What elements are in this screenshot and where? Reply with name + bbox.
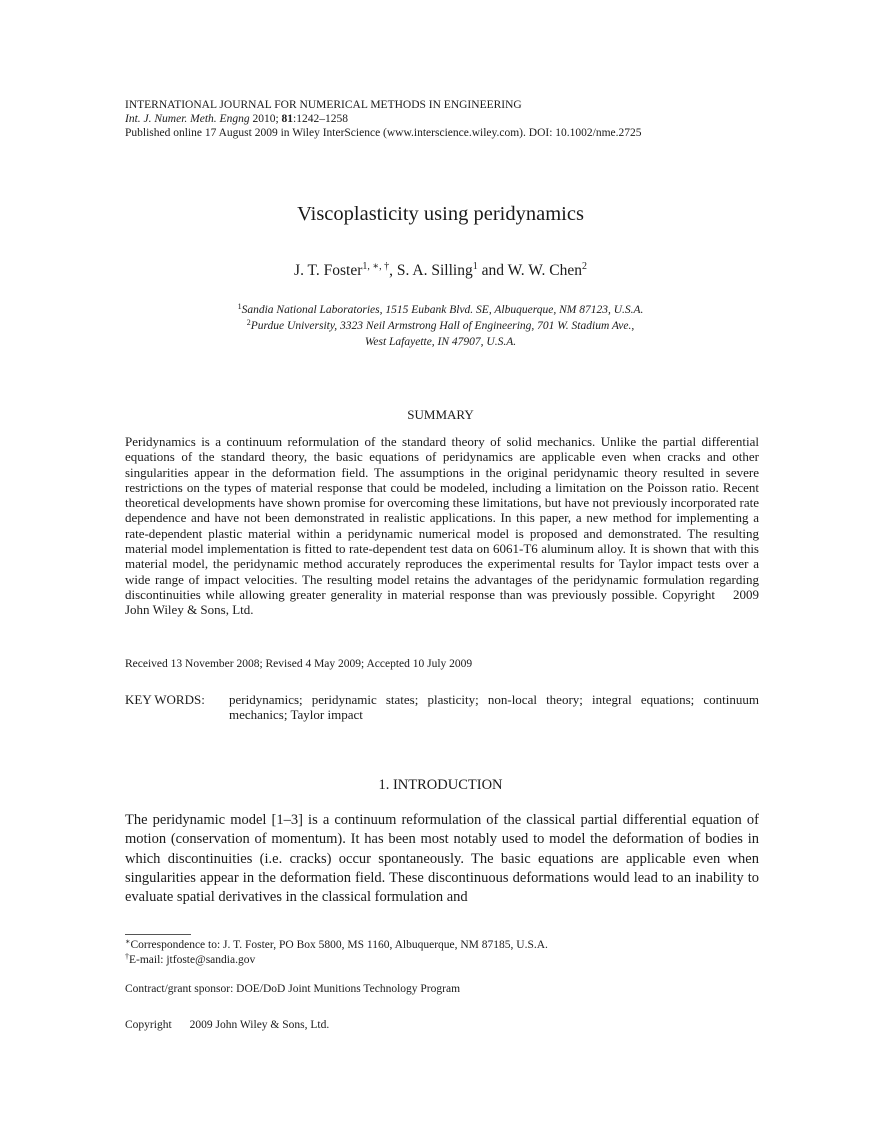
keywords-label: KEY WORDS: — [125, 692, 205, 707]
journal-abbrev: Int. J. Numer. Meth. Engng — [125, 113, 250, 125]
footnote-email — [125, 953, 255, 967]
publication-info: Published online 17 August 2009 in Wiley InterScience (www.interscience.wiley.com). DOI: 10.1002/nme.2725 — [125, 127, 642, 139]
copyright-label: Copyright — [662, 586, 715, 602]
footnote-mark: ∗ — [125, 937, 131, 946]
author-separator: and — [477, 262, 508, 279]
citation-pages: :1242–1258 — [293, 113, 348, 125]
affiliation-text: Sandia National Laboratories, 1515 Eubank Blvd. SE, Albuquerque, NM 87123, U.S.A. — [241, 304, 644, 316]
affiliation-2-cont: West Lafayette, IN 47907, U.S.A. — [364, 336, 517, 348]
author-affiliation-mark: 2 — [581, 261, 587, 272]
keywords-text: peridynamics; peridynamic states; plasticity; non-local theory; integral equations; continuum mechanics; Taylor impact — [229, 692, 759, 723]
paper-title: Viscoplasticity using peridynamics — [297, 203, 584, 225]
affiliation-2 — [0, 318, 881, 334]
copyright-text: 2009 John Wiley & Sons, Ltd. — [125, 586, 759, 618]
citation-year: 2010; — [252, 113, 279, 125]
footer-copyright-label: Copyright — [125, 1019, 172, 1031]
affiliation-text: Purdue University, 3323 Neil Armstrong Hall of Engineering, 701 W. Stadium Ave., — [250, 320, 635, 332]
footnote-mark: † — [125, 952, 129, 961]
affiliation-mark: 1 — [237, 302, 242, 311]
author-name: W. W. Chen — [507, 262, 582, 279]
intro-paragraph: The peridynamic model [1–3] is a continuum reformulation of the classical partial differential equation of motion (conservation of momentum). It has been most notably used to model the deformation of bodies in which discontinuities (i.e. cracks) occur spontaneously. The basic equations are applicable even when singularities appear in the deformation field. These discontinuous deformations would lead to an inability to evaluate spatial derivatives in the classical formulation and — [125, 812, 759, 906]
affiliation-mark: 2 — [246, 318, 251, 327]
author-separator: , — [389, 262, 397, 279]
grant-sponsor: Contract/grant sponsor: DOE/DoD Joint Munitions Technology Program — [125, 983, 461, 995]
citation-volume: 81 — [281, 113, 294, 125]
received-dates: Received 13 November 2008; Revised 4 May 2009; Accepted 10 July 2009 — [125, 658, 473, 670]
abstract-body — [125, 434, 759, 618]
abstract-text: Peridynamics is a continuum reformulation of the standard theory of solid mechanics. Unlike the partial differential equations of the standard theory, the basic equations of peridynamics are applicable even when cracks and other singularities appear in the deformation field. The assumptions in the original peridynamic theory resulted in severe restrictions on the types of material response that could be modeled, including a limitation on the Poisson ratio. Recent theoretical developments have shown promise for overcoming these limitations, but have not previously incorporated rate dependence and have not been demonstrated in realistic applications. In this paper, a new method for implementing a rate-dependent plastic material within a peridynamic numerical model is proposed and demonstrated. The resulting material model implementation is fitted to rate-dependent test data on 6061-T6 aluminum alloy. It is shown that with this material model, the peridynamic method accurately reproduces the experimental results for Taylor impact tests over a wide range of impact velocities. The resulting model retains the advantages of the peridynamic formulation regarding discontinuities while allowing greater generality in material response than was previously possible. — [125, 434, 759, 602]
footer-copyright — [125, 1019, 329, 1031]
author-name: J. T. Foster — [294, 262, 363, 279]
author-name: S. A. Silling — [396, 262, 473, 279]
summary-heading: SUMMARY — [407, 407, 474, 422]
footer-copyright-text: 2009 John Wiley & Sons, Ltd. — [189, 1019, 330, 1031]
section-heading: 1. INTRODUCTION — [378, 777, 503, 793]
citation-line — [125, 112, 348, 126]
footnote-text: Correspondence to: J. T. Foster, PO Box 5800, MS 1160, Albuquerque, NM 87185, U.S.A. — [130, 939, 548, 951]
footnote-text: E-mail: jtfoste@sandia.gov — [129, 954, 256, 966]
footnote-correspondence — [125, 938, 548, 952]
author-list — [0, 262, 881, 280]
journal-name: INTERNATIONAL JOURNAL FOR NUMERICAL METHODS IN ENGINEERING — [125, 99, 522, 111]
footnote-rule — [125, 934, 191, 935]
affiliation-1 — [0, 302, 881, 318]
author-affiliation-mark: 1 — [472, 261, 478, 272]
author-affiliation-mark: 1, ∗, † — [362, 261, 390, 272]
